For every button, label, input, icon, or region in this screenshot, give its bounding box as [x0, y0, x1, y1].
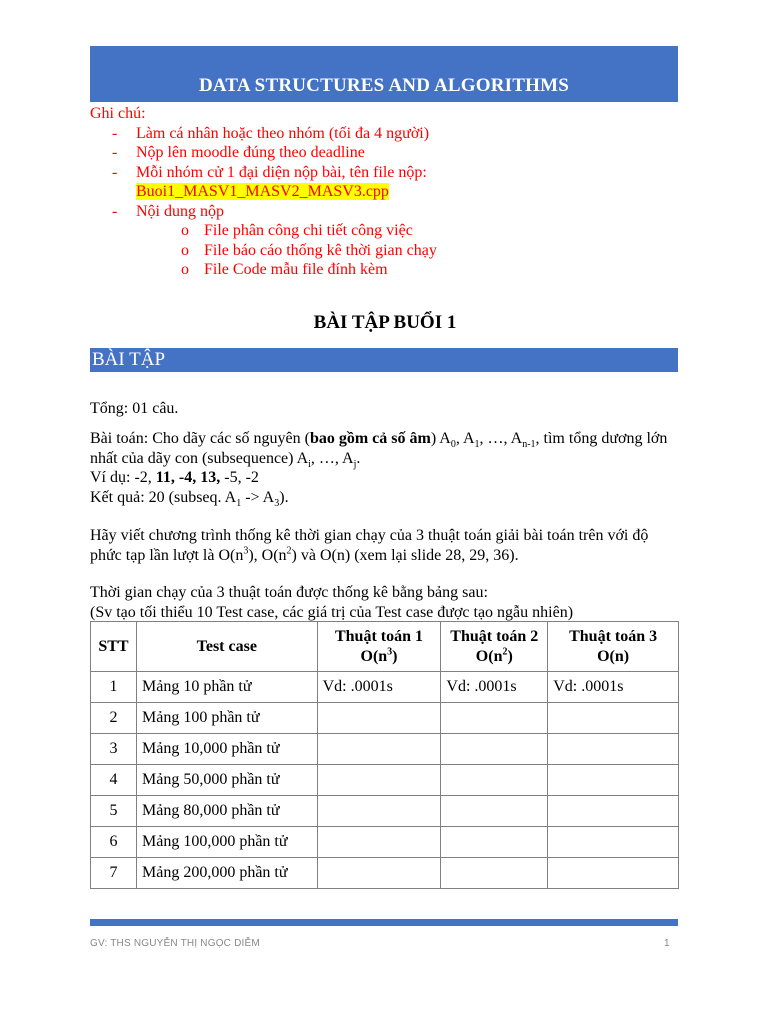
- cell-alg1: [317, 765, 441, 796]
- example-tail: -5, -2: [220, 469, 259, 486]
- cell-stt: 2: [91, 703, 137, 734]
- table-intro: [90, 583, 680, 622]
- header-test-case: Test case: [136, 622, 317, 672]
- cell-alg1: [317, 703, 441, 734]
- header-alg1-complexity: O(n: [360, 647, 388, 665]
- cell-test-case: Mảng 100,000 phần tử: [136, 827, 317, 858]
- task-text: [90, 526, 680, 565]
- result-text: [90, 488, 680, 508]
- note-item: - Nộp lên moodle đúng theo deadline: [112, 143, 680, 163]
- cell-alg3: [548, 703, 679, 734]
- table-row: [91, 703, 679, 734]
- notes-title: Ghi chú:: [90, 105, 146, 122]
- comma: , A: [455, 430, 475, 447]
- footer-author: GV: THS NGUYỄN THỊ NGỌC DIỄM: [90, 938, 260, 949]
- example-text: [90, 468, 680, 488]
- header-alg3-complexity: O(n): [597, 647, 630, 665]
- header-alg1-name: Thuật toán 1: [334, 627, 424, 645]
- subscript: 1: [236, 497, 242, 509]
- document-header: [90, 46, 678, 102]
- problem-bold: bao gồm cả số âm: [309, 430, 431, 447]
- table-row: [91, 765, 679, 796]
- superscript: 2: [286, 545, 292, 557]
- cell-stt: 4: [91, 765, 137, 796]
- cell-stt: 5: [91, 796, 137, 827]
- cell-alg2: [441, 858, 548, 889]
- subscript: n-1: [522, 439, 536, 451]
- superscript: 3: [387, 646, 393, 658]
- table-header-row: [91, 622, 679, 672]
- header-algorithm-2: [441, 622, 548, 672]
- ellipsis: , …, A: [479, 430, 523, 447]
- subscript: j: [353, 458, 357, 470]
- superscript: 3: [243, 545, 249, 557]
- cell-alg2: [441, 796, 548, 827]
- note-item: [112, 202, 680, 280]
- notes-section: [90, 104, 680, 280]
- note-item-text: Nội dung nộp: [136, 202, 224, 220]
- header-title: DATA STRUCTURES AND ALGORITHMS: [198, 75, 570, 96]
- paren: ): [507, 647, 513, 665]
- result-end: ).: [279, 488, 289, 506]
- superscript: 2: [502, 646, 508, 658]
- table-intro-line: Thời gian chạy của 3 thuật toán được thống kê bằng bảng sau:: [90, 584, 488, 601]
- cell-stt: 6: [91, 827, 137, 858]
- cell-test-case: Mảng 50,000 phần tử: [136, 765, 317, 796]
- paren: ): [392, 647, 398, 665]
- cell-alg1: [317, 796, 441, 827]
- cell-test-case: Mảng 200,000 phần tử: [136, 858, 317, 889]
- problem-statement: [90, 429, 680, 507]
- note-item: [112, 163, 680, 202]
- sub-item: o File Code mẫu file đính kèm: [181, 260, 680, 280]
- subscript: 0: [450, 439, 456, 451]
- note-item-text: Mỗi nhóm cử 1 đại diện nộp bài, tên file nộp:: [136, 163, 427, 181]
- footer-page-number: 1: [664, 938, 670, 949]
- section-heading: BÀI TẬP: [90, 348, 678, 372]
- problem-text: [90, 429, 680, 468]
- cell-alg3: Vd: .0001s: [548, 672, 679, 703]
- notes-list: [90, 124, 680, 280]
- task-tail: ) và O(n) (xem lại slide 28, 29, 36).: [291, 546, 519, 564]
- cell-stt: 1: [91, 672, 137, 703]
- cell-stt: 3: [91, 734, 137, 765]
- result-arrow: -> A: [241, 488, 275, 506]
- assignment-title: BÀI TẬP BUỔI 1: [313, 312, 457, 333]
- table-intro-line: (Sv tạo tối thiểu 10 Test case, các giá trị của Test case được tạo ngẫu nhiên): [90, 603, 574, 621]
- submission-contents-list: [136, 221, 680, 280]
- total-text: Tổng: 01 câu.: [90, 400, 179, 417]
- cell-alg1: [317, 858, 441, 889]
- cell-test-case: Mảng 10,000 phần tử: [136, 734, 317, 765]
- cell-alg3: [548, 827, 679, 858]
- cell-stt: 7: [91, 858, 137, 889]
- table-row: [91, 827, 679, 858]
- header-alg2-name: Thuật toán 2: [450, 627, 539, 645]
- cell-alg2: [441, 827, 548, 858]
- cell-alg2: [441, 734, 548, 765]
- example-bold: 11, -4, 13,: [155, 469, 221, 486]
- cell-alg2: Vd: .0001s: [441, 672, 548, 703]
- cell-alg2: [441, 765, 548, 796]
- cell-test-case: Mảng 100 phần tử: [136, 703, 317, 734]
- table-row: [91, 858, 679, 889]
- cell-test-case: Mảng 10 phần tử: [136, 672, 317, 703]
- table-row: [91, 796, 679, 827]
- footer-divider: [90, 919, 678, 926]
- header-alg3-name: Thuật toán 3: [569, 627, 658, 645]
- cell-alg1: [317, 734, 441, 765]
- table-row: [91, 672, 679, 703]
- cell-alg3: [548, 858, 679, 889]
- subscript: 1: [474, 439, 480, 451]
- note-item: - Làm cá nhân hoặc theo nhóm (tối đa 4 người): [112, 124, 680, 144]
- period: .: [356, 449, 361, 467]
- cell-alg3: [548, 734, 679, 765]
- problem-prefix: Bài toán: Cho dãy các số nguyên (: [90, 430, 310, 447]
- header-stt: STT: [91, 622, 137, 672]
- task-prefix: Hãy viết chương trình thống kê thời gian chạy của 3 thuật toán giải bài toán trên với độ phức tạp lần lượt là O(n: [90, 527, 649, 564]
- cell-test-case: Mảng 80,000 phần tử: [136, 796, 317, 827]
- header-alg2-complexity: O(n: [475, 647, 503, 665]
- task-description: [90, 526, 680, 565]
- cell-alg3: [548, 765, 679, 796]
- task-mid: ), O(n: [248, 546, 287, 564]
- cell-alg1: [317, 827, 441, 858]
- result-prefix: Kết quả: 20 (subseq. A: [90, 488, 237, 506]
- sub-item: o File báo cáo thống kê thời gian chạy: [181, 241, 680, 261]
- cell-alg3: [548, 796, 679, 827]
- sub-item: o File phân công chi tiết công việc: [181, 221, 680, 241]
- header-algorithm-3: [548, 622, 679, 672]
- problem-mid: ) A: [430, 430, 451, 447]
- submission-filename: Buoi1_MASV1_MASV2_MASV3.cpp: [136, 183, 389, 200]
- table-row: [91, 734, 679, 765]
- runtime-table: [90, 621, 679, 889]
- problem-tail: , tìm tổng dương lớn nhất của dãy con (subsequence) A: [90, 430, 668, 467]
- total-questions: [90, 399, 680, 419]
- example-label: Ví dụ: -2,: [90, 469, 156, 486]
- subscript: i: [308, 458, 311, 470]
- subscript: 3: [274, 497, 280, 509]
- cell-alg2: [441, 703, 548, 734]
- header-algorithm-1: [317, 622, 441, 672]
- ellipsis: , …, A: [310, 449, 354, 467]
- cell-alg1: Vd: .0001s: [317, 672, 441, 703]
